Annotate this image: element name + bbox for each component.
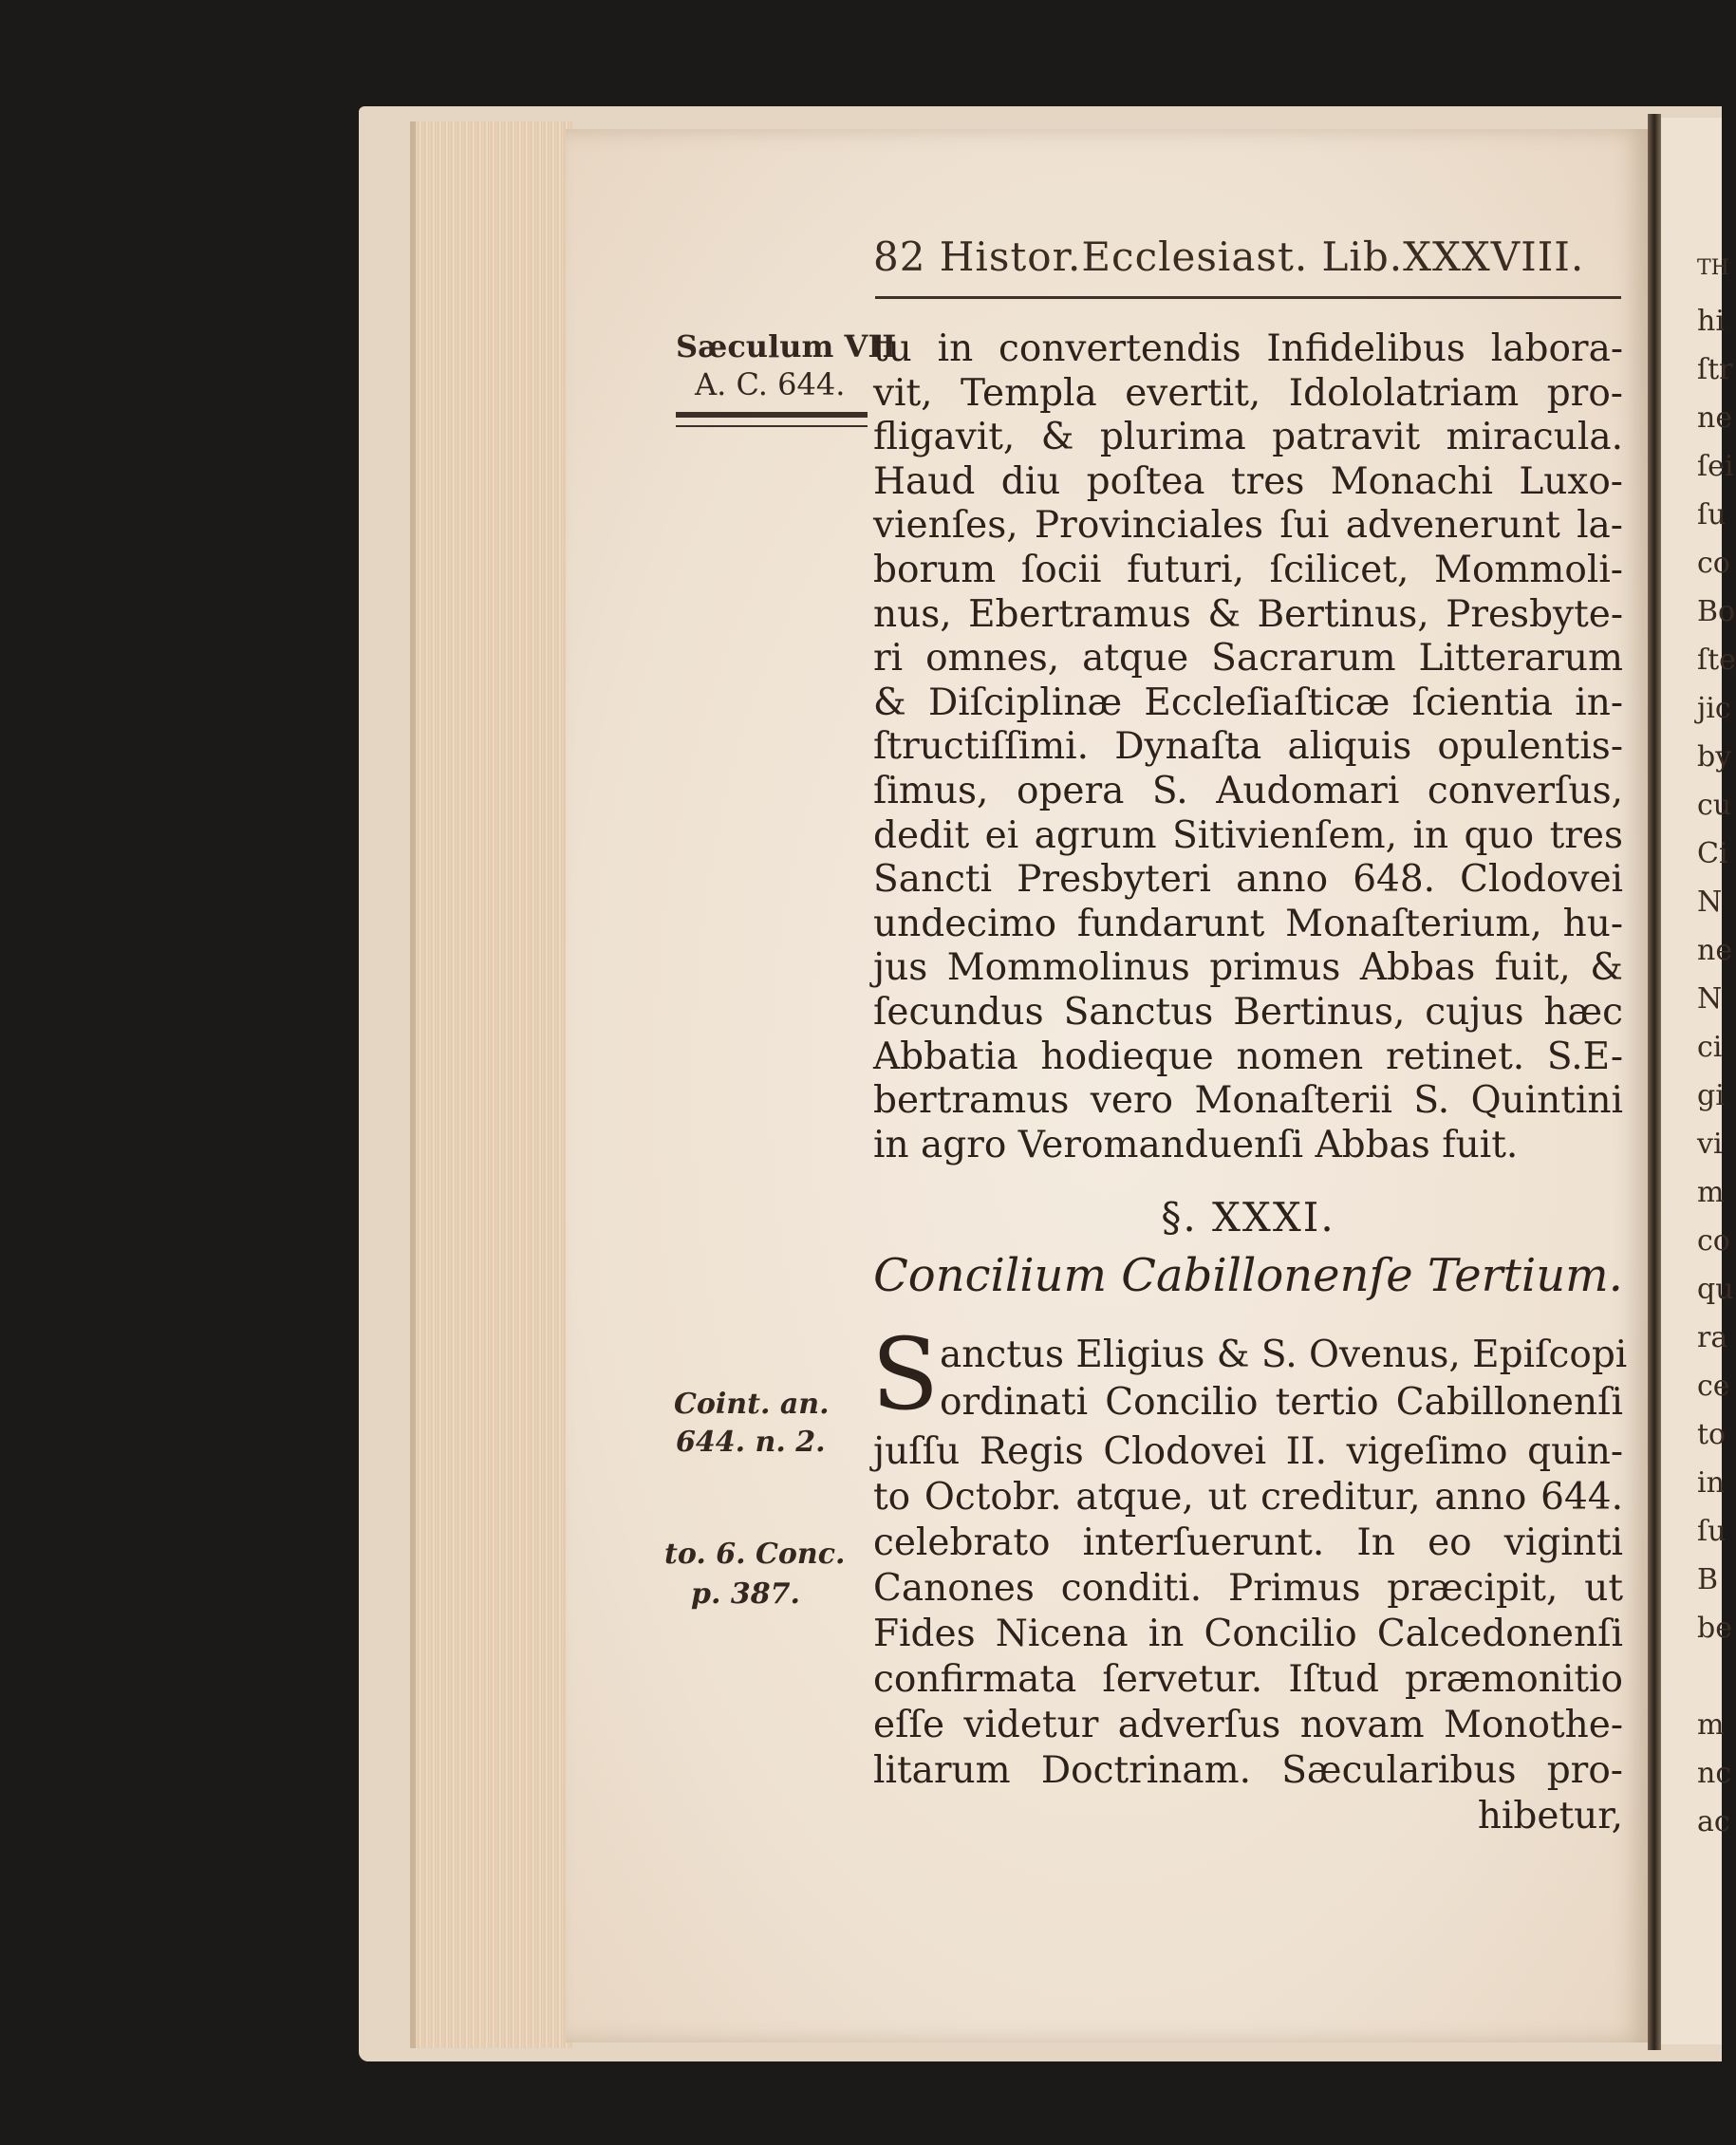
facing-page-fragment: ſei bbox=[1697, 450, 1734, 483]
facing-page-fragment bbox=[1697, 1660, 1726, 1708]
running-head: 82 Histor.Ecclesiast. Lib.XXXVIII. bbox=[873, 233, 1585, 280]
margin-rule bbox=[676, 412, 868, 418]
facing-page-head: TH bbox=[1697, 256, 1729, 280]
body-line: ſecundus Sanctus Bertinus, cujus hæc bbox=[873, 991, 1623, 1034]
facing-page-fragments bbox=[1697, 305, 1736, 1854]
facing-page-fragment: Ci bbox=[1697, 837, 1728, 870]
body-line: Haud diu poſtea tres Monachi Luxo- bbox=[873, 459, 1623, 503]
body-line: ſtructiſſimi. Dynaſta aliquis opulentis- bbox=[873, 725, 1623, 769]
facing-page-fragment: N bbox=[1697, 886, 1723, 919]
facing-page-fragment: B bbox=[1697, 1563, 1719, 1596]
body-line: ordinati Concilio tertio Cabillonenſi bbox=[940, 1381, 1623, 1424]
margin-conc-ref: p. 387. bbox=[691, 1577, 800, 1611]
section-title: Concilium Cabillonenſe Tertium. bbox=[873, 1249, 1623, 1302]
body-line: borum ſocii futuri, ſcilicet, Mommoli- bbox=[873, 549, 1623, 591]
body-line: hibetur, bbox=[1477, 1795, 1623, 1837]
facing-page-fragment: ne bbox=[1697, 401, 1733, 435]
facing-page-fragment: ſte bbox=[1697, 644, 1736, 677]
body-line: undecimo fundarunt Monaſterium, hu- bbox=[873, 902, 1623, 945]
facing-page-fragment: in bbox=[1697, 1466, 1725, 1500]
body-line: ſimus, opera S. Audomari converſus, bbox=[873, 770, 1623, 812]
body-line: vienſes, Provinciales ſui advenerunt la- bbox=[873, 504, 1623, 548]
facing-page-fragment: jic bbox=[1697, 692, 1731, 725]
body-line: to Octobr. atque, ut creditur, anno 644. bbox=[873, 1476, 1623, 1519]
facing-page-fragment: ne bbox=[1697, 934, 1733, 967]
margin-rule-thin bbox=[676, 425, 868, 427]
facing-page-fragment: co bbox=[1697, 1224, 1730, 1258]
facing-page-fragment: nc bbox=[1697, 1757, 1732, 1790]
body-line: anctus Eligius & S. Ovenus, Epiſcopi bbox=[940, 1334, 1628, 1376]
facing-page-fragment: hi bbox=[1697, 305, 1725, 338]
body-line: dedit ei agrum Sitivienſem, in quo tres bbox=[873, 813, 1623, 857]
section-number: §. XXXI. bbox=[1161, 1194, 1335, 1240]
facing-page-fragment: vi bbox=[1697, 1128, 1723, 1161]
facing-page-fragment: be bbox=[1697, 1612, 1732, 1645]
facing-page-fragment: ſu bbox=[1697, 498, 1727, 532]
body-line: eſſe videtur adverſus novam Monothe- bbox=[873, 1704, 1623, 1746]
facing-page-fragment: co bbox=[1697, 547, 1730, 580]
facing-page-fragment: ce bbox=[1697, 1370, 1730, 1403]
margin-saeculum: Sæculum VII bbox=[676, 328, 897, 364]
body-line: Sancti Presbyteri anno 648. Clodovei bbox=[873, 858, 1623, 902]
body-line: Canones conditi. Primus præcipit, ut bbox=[873, 1567, 1623, 1610]
facing-page-fragment: Bo bbox=[1697, 595, 1736, 628]
facing-page-fragment: ſtr bbox=[1697, 353, 1733, 386]
facing-page-fragment: ac bbox=[1697, 1805, 1730, 1838]
facing-page-fragment: gi bbox=[1697, 1079, 1725, 1112]
header-rule bbox=[875, 296, 1621, 299]
body-line: confirmata ſervetur. Iſtud præmonitio bbox=[873, 1658, 1623, 1701]
facing-page-fragment: m bbox=[1697, 1708, 1725, 1742]
body-line: jus Mommolinus primus Abbas fuit, & bbox=[873, 946, 1623, 990]
facing-page-fragment: N bbox=[1697, 982, 1723, 1016]
facing-page-fragment: ra bbox=[1697, 1321, 1728, 1354]
facing-page-fragment: ci bbox=[1697, 1031, 1723, 1064]
body-line: litarum Doctrinam. Sæcularibus pro- bbox=[873, 1749, 1623, 1792]
body-line: tu in convertendis Infidelibus labora- bbox=[873, 327, 1623, 370]
body-line: fligavit, & plurima patravit miracula. bbox=[873, 416, 1623, 459]
body-line: Fides Nicena in Concilio Calcedonenſi bbox=[873, 1613, 1623, 1655]
margin-coint-ref: 644. n. 2. bbox=[676, 1426, 826, 1459]
facing-page-fragment: cu bbox=[1697, 789, 1732, 822]
margin-coint: Coint. an. bbox=[674, 1388, 830, 1421]
facing-page-fragment: ſu bbox=[1697, 1515, 1727, 1548]
book-gutter bbox=[1648, 114, 1661, 2050]
margin-year: A. C. 644. bbox=[695, 366, 846, 402]
body-line: vit, Templa evertit, Idololatriam pro- bbox=[873, 371, 1623, 415]
facing-page-fragment: qu bbox=[1697, 1273, 1734, 1306]
facing-page-fragment: by bbox=[1697, 740, 1732, 774]
body-line: celebrato interſuerunt. In eo viginti bbox=[873, 1521, 1623, 1564]
body-line: juſſu Regis Clodovei II. vigeſimo quin- bbox=[873, 1430, 1623, 1473]
body-line: & Diſciplinæ Eccleſiaſticæ ſcientia in- bbox=[873, 681, 1623, 724]
page-edges bbox=[410, 121, 572, 2048]
facing-page-text bbox=[1697, 256, 1736, 1854]
body-line: ri omnes, atque Sacrarum Litterarum bbox=[873, 637, 1623, 681]
body-line: nus, Ebertramus & Bertinus, Presbyte- bbox=[873, 592, 1623, 636]
body-line: in agro Veromanduenſi Abbas fuit. bbox=[873, 1123, 1519, 1166]
body-line: bertramus vero Monaſterii S. Quintini bbox=[873, 1079, 1623, 1123]
drop-cap: S bbox=[871, 1316, 940, 1432]
body-line: Abbatia hodieque nomen retinet. S.E- bbox=[873, 1035, 1623, 1078]
facing-page-fragment: to bbox=[1697, 1418, 1727, 1451]
facing-page-fragment: m bbox=[1697, 1176, 1725, 1209]
margin-conc: to. 6. Conc. bbox=[664, 1538, 846, 1571]
